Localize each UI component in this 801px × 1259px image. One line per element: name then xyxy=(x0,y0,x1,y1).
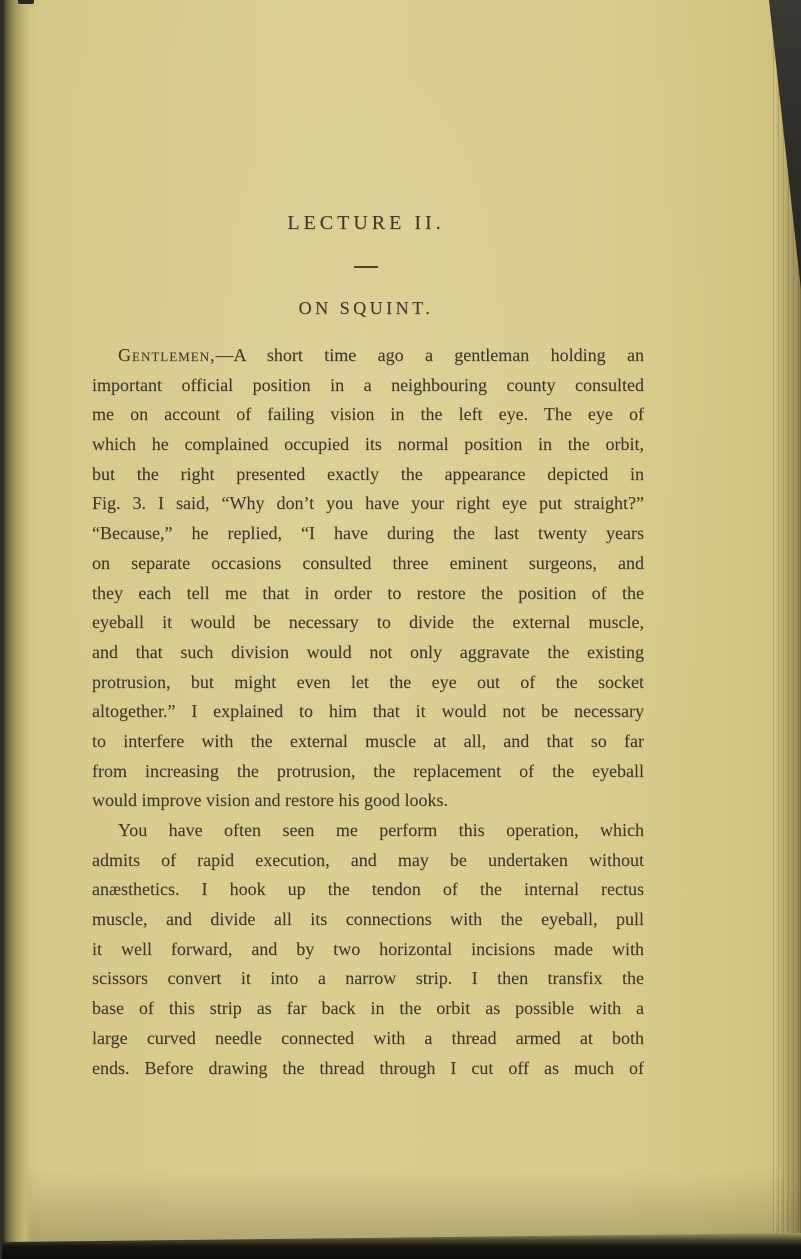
text-line: muscle, and divide all its connections with the eyeball, pull xyxy=(92,909,644,930)
text-line: it well forward, and by two horizontal incisions made with xyxy=(92,938,644,959)
text-line: altogether.” I explained to him that it would not be necessary xyxy=(92,701,644,722)
lecture-heading: LECTURE II. xyxy=(287,212,445,234)
text-line: me on account of failing vision in the left eye. The eye of xyxy=(92,404,644,425)
text-line: You have often seen me perform this operation, which xyxy=(118,820,644,840)
text-line xyxy=(92,341,644,371)
book-page xyxy=(2,0,801,1259)
text-line: eyeball it would be necessary to divide the external muscle, xyxy=(92,612,644,633)
page-gutter-shadow xyxy=(2,0,32,1259)
text-line: scissors convert it into a narrow strip. I then transfix the xyxy=(92,968,644,989)
text-line: “Because,” he replied, “I have during the last twenty years xyxy=(92,523,644,544)
text-line: protrusion, but might even let the eye out of the socket xyxy=(92,671,644,692)
text-line: base of this strip as far back in the orbit as possible with a xyxy=(92,998,644,1019)
text-line: anæsthetics. I hook up the tendon of the internal rectus xyxy=(92,879,644,900)
text-line: but the right presented exactly the appearance depicted in xyxy=(92,463,644,484)
text-line: to interfere with the external muscle at all, and that so far xyxy=(92,730,644,751)
heading-divider xyxy=(354,266,378,268)
text-line: they each tell me that in order to restore the position of the xyxy=(92,582,644,603)
text-line: and that such division would not only aggravate the existing xyxy=(92,641,644,662)
line-text: —A short time ago a gentleman holding an xyxy=(215,345,644,365)
text-line: large curved needle connected with a thread armed at both xyxy=(92,1027,644,1048)
top-edge-smudge xyxy=(18,0,34,4)
text-block xyxy=(92,341,644,1083)
text-line: admits of rapid execution, and may be undertaken without xyxy=(92,849,644,870)
text-line: on separate occasions consulted three eminent surgeons, and xyxy=(92,552,644,573)
text-line: from increasing the protrusion, the replacement of the eyeball xyxy=(92,760,644,781)
text-line: ends. Before drawing the thread through I cut off as much of xyxy=(92,1057,644,1078)
page-header xyxy=(90,212,642,319)
salutation-smallcaps: Gentlemen, xyxy=(118,345,216,365)
bottom-edge-shadow xyxy=(2,1233,801,1259)
text-line: would improve vision and restore his good looks. xyxy=(92,790,448,811)
text-line: important official position in a neighbouring county consulted xyxy=(92,374,644,395)
text-line: Fig. 3. I said, “Why don’t you have your right eye put straight?” xyxy=(92,493,644,514)
section-heading: ON SQUINT. xyxy=(298,298,434,318)
text-line: which he complained occupied its normal position in the orbit, xyxy=(92,434,644,455)
